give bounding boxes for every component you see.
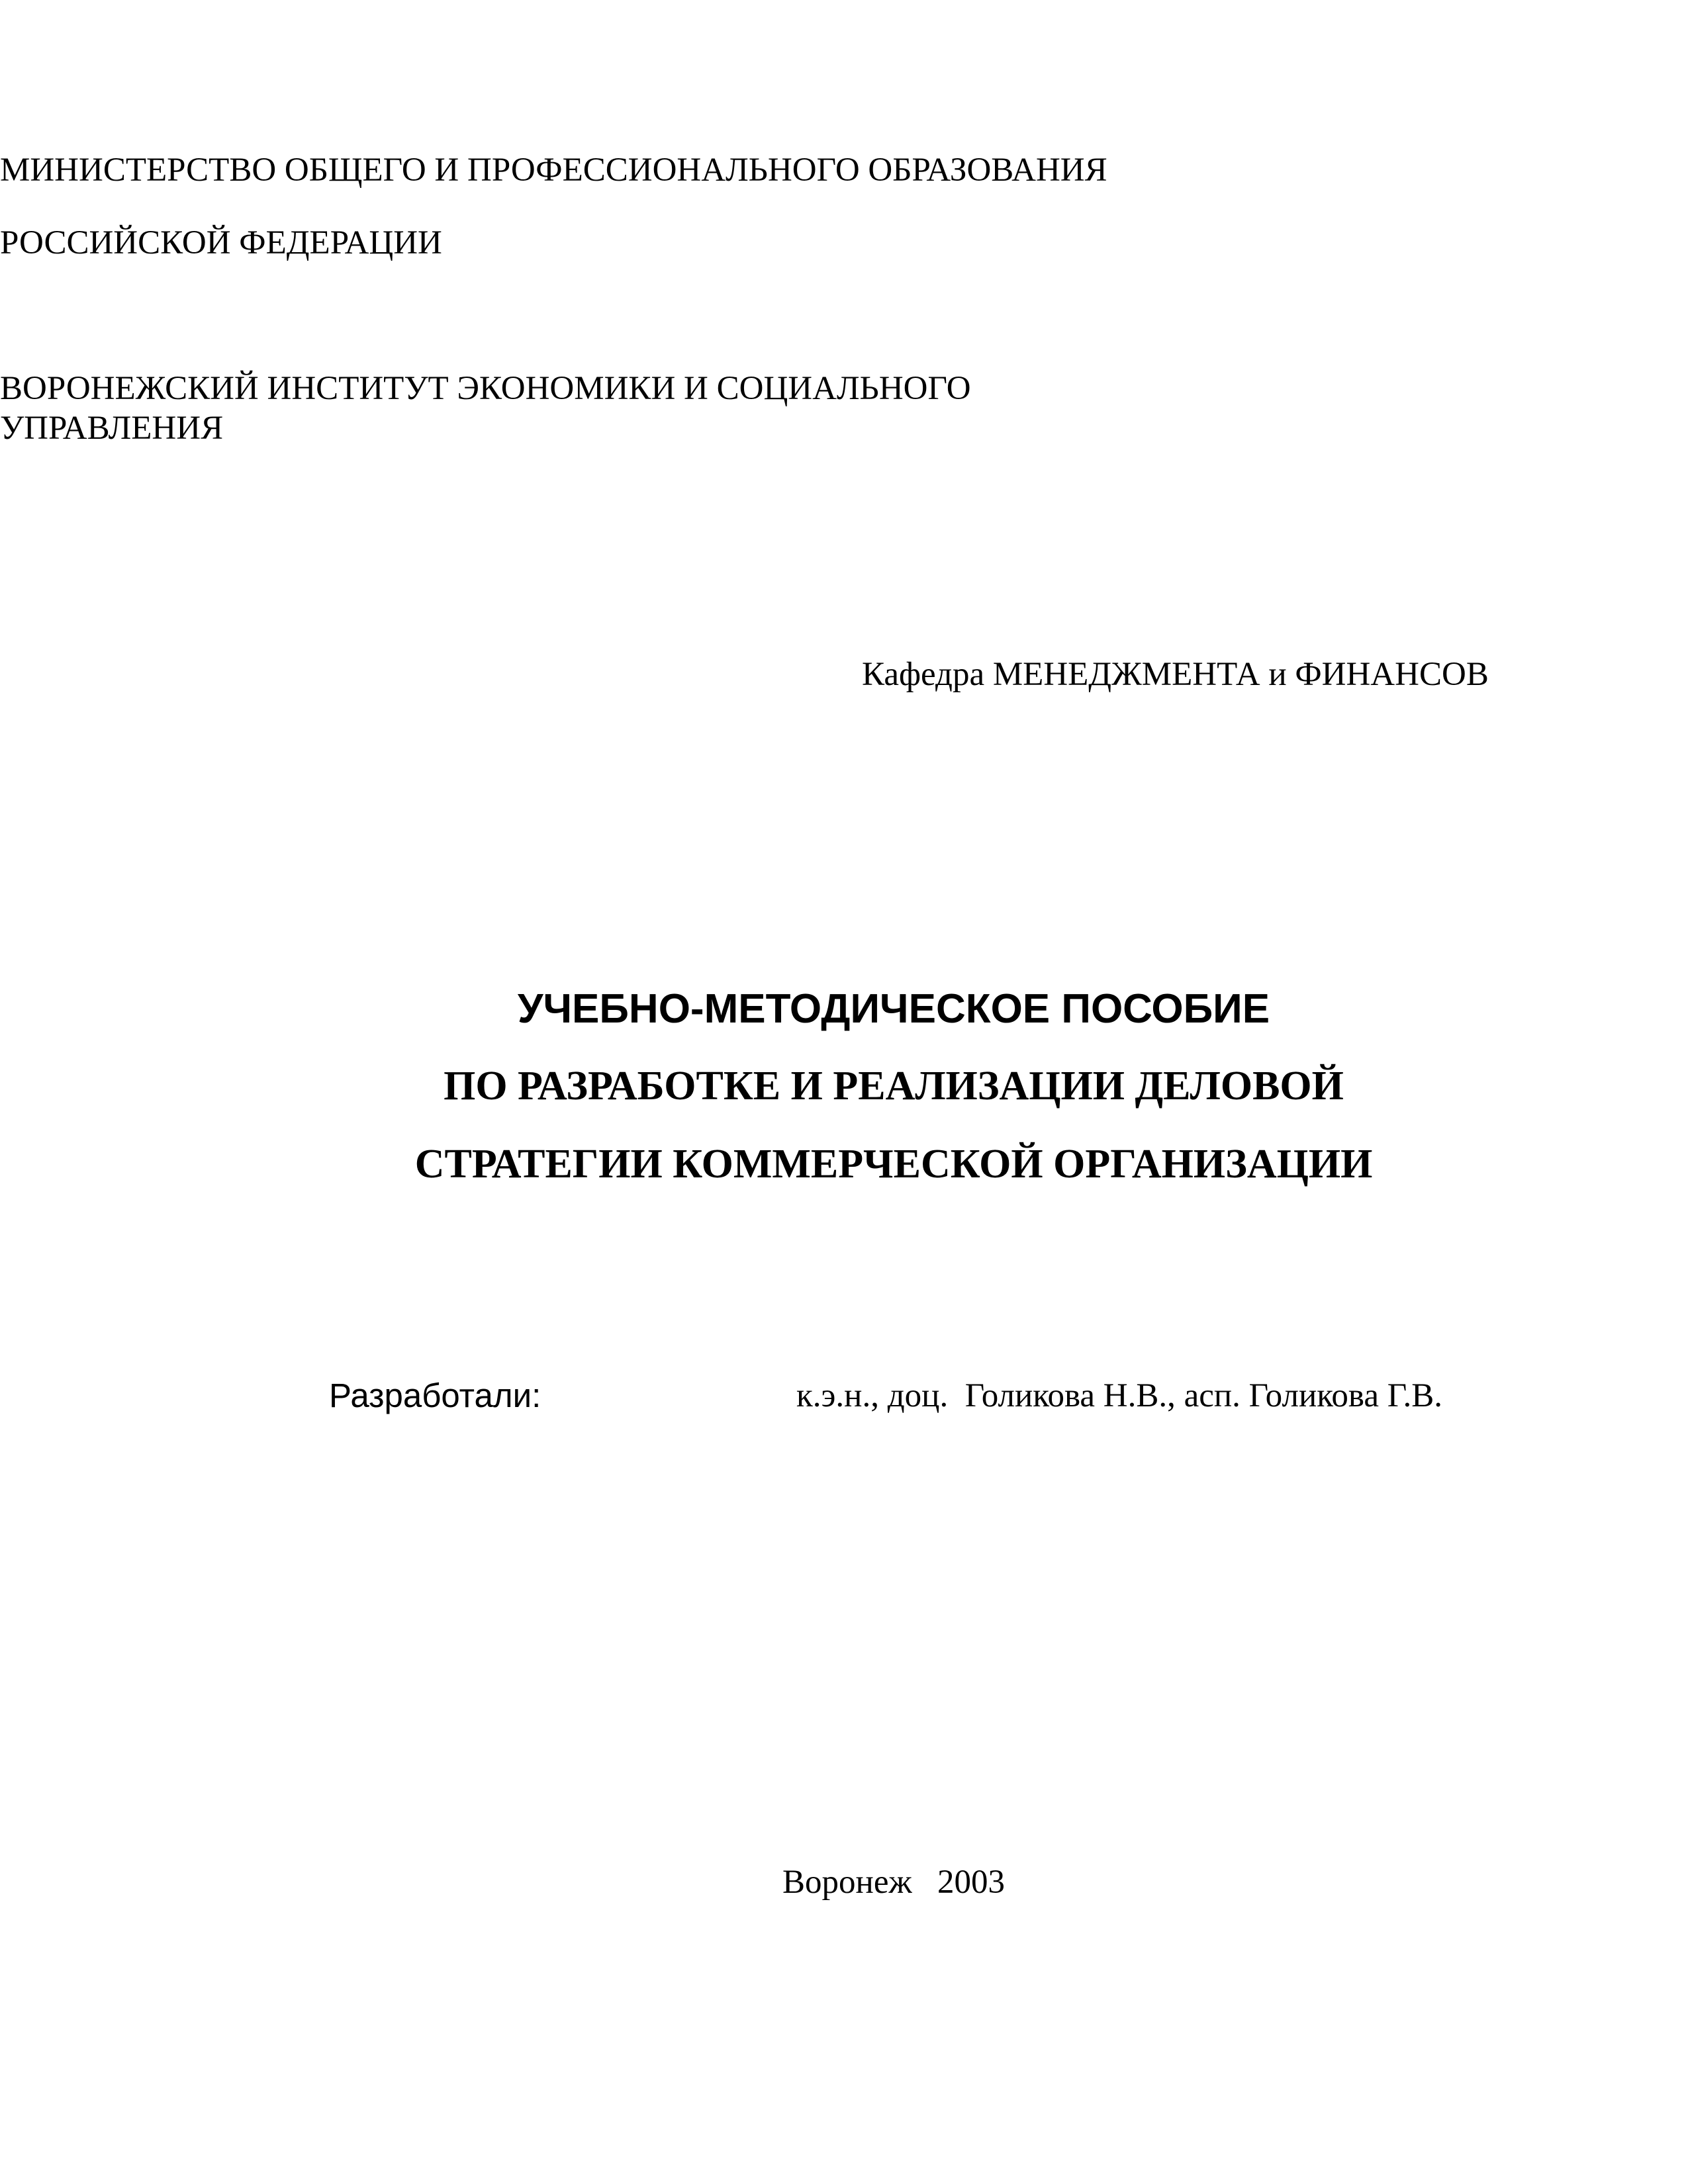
city-and-year: Воронеж 2003 — [782, 1864, 1005, 1901]
developers-authors: к.э.н., доц. Голикова Н.В., асп. Голикова Г.В. — [796, 1377, 1442, 1414]
ministry-name-line-1: МИНИСТЕРСТВО ОБЩЕГО И ПРОФЕССИОНАЛЬНОГО ОБРАЗОВАНИЯ — [0, 152, 1107, 189]
institute-name-line-1: ВОРОНЕЖСКИЙ ИНСТИТУТ ЭКОНОМИКИ И СОЦИАЛЬНОГО — [0, 370, 971, 407]
department-name: Кафедра МЕНЕДЖМЕНТА и ФИНАНСОВ — [862, 656, 1489, 693]
document-subtitle-line-1: ПО РАЗРАБОТКЕ И РЕАЛИЗАЦИИ ДЕЛОВОЙ — [444, 1064, 1344, 1109]
document-title: УЧЕБНО-МЕТОДИЧЕСКОЕ ПОСОБИЕ — [517, 986, 1270, 1032]
document-subtitle-line-2: СТРАТЕГИИ КОММЕРЧЕСКОЙ ОРГАНИЗАЦИИ — [414, 1142, 1373, 1187]
developers-label: Разработали: — [329, 1377, 541, 1414]
ministry-name-line-2: РОССИЙСКОЙ ФЕДЕРАЦИИ — [0, 224, 442, 261]
institute-name-line-2: УПРАВЛЕНИЯ — [0, 410, 224, 447]
